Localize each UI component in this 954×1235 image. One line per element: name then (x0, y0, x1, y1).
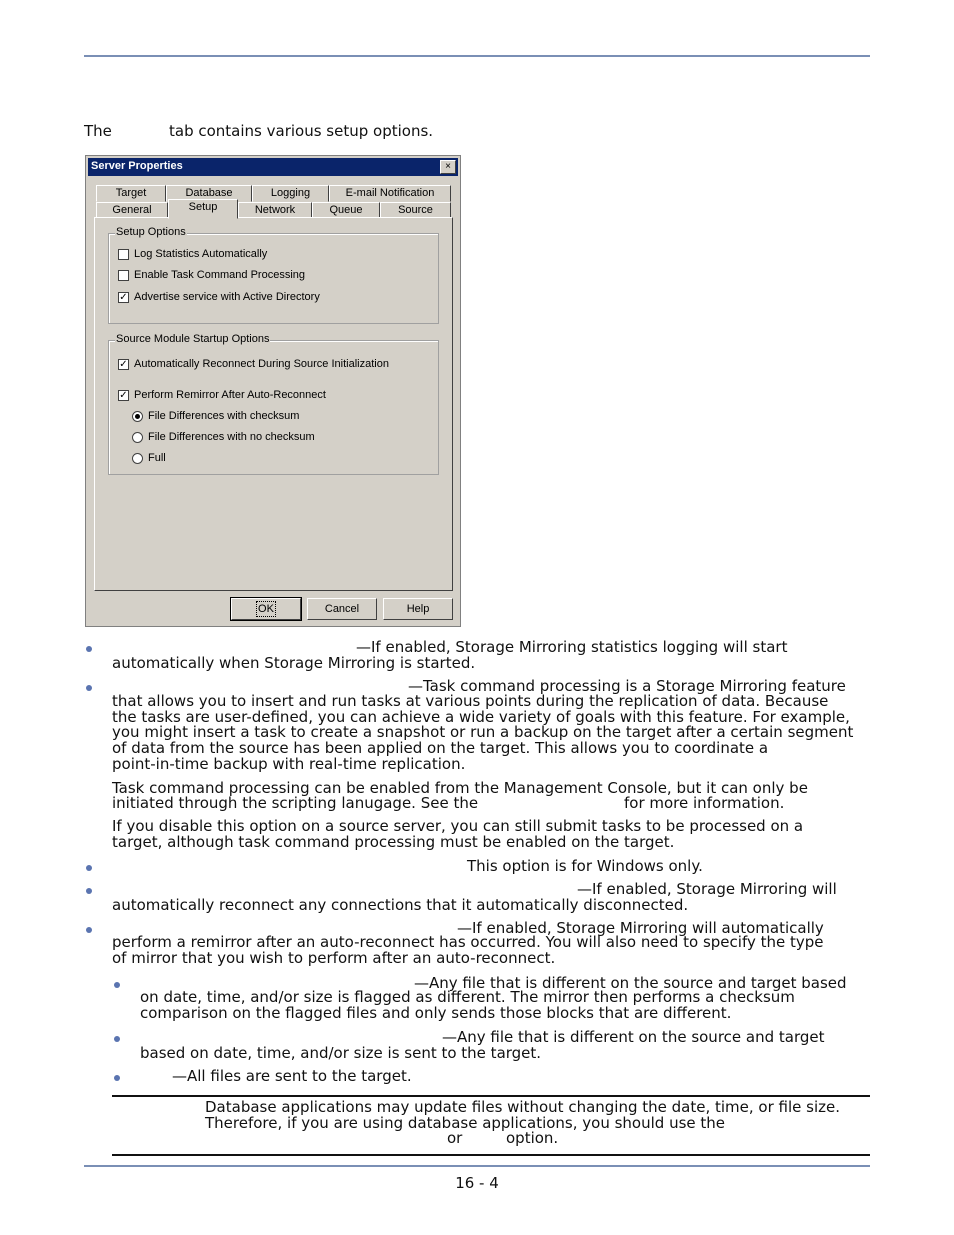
tab-target[interactable]: Target (96, 185, 166, 202)
setup-tab-panel (94, 217, 453, 591)
checkbox-box (118, 249, 129, 260)
page-number: 16 - 4 (455, 1174, 499, 1192)
radio-label: Full (148, 452, 166, 464)
bullet (86, 865, 92, 871)
checkbox-label: Enable Task Command Processing (134, 269, 305, 281)
sub-bullet (114, 1036, 120, 1042)
tab-source[interactable]: Source (380, 202, 451, 219)
checksum-desc-1: —Any file that is different on the source and target based (414, 974, 847, 992)
checkbox-label: Automatically Reconnect During Source Initialization (134, 358, 389, 370)
dialog-title: Server Properties (91, 160, 183, 172)
checkmark-icon: ✓ (119, 292, 128, 303)
setup-options-label: Setup Options (116, 226, 186, 238)
checkbox-label: Log Statistics Automatically (134, 248, 268, 260)
advertise-desc: This option is for Windows only. (467, 857, 703, 875)
note-line-1: Database applications may update files without changing the date, time, or file size. (205, 1098, 841, 1116)
checkbox-box (118, 270, 129, 281)
intro-text-start: The (84, 122, 112, 140)
task-cmd-desc-1: —Task command processing is a Storage Mirroring feature (408, 677, 846, 695)
no-checksum-desc-2: based on date, time, and/or size is sent to the target. (140, 1044, 542, 1062)
log-stats-desc-1: —If enabled, Storage Mirroring statistics logging will start (356, 638, 788, 656)
checkmark-icon: ✓ (119, 359, 128, 370)
tab-setup[interactable]: Setup (168, 199, 238, 219)
radio-label: File Differences with checksum (148, 410, 300, 422)
tab-database[interactable]: Database (166, 185, 252, 202)
task-cmd-desc-rest: that allows you to insert and run tasks at various points during the replication of data. Because the tasks are user-defined, you can achieve a wide variety of goals with this feature. For example, you might insert a task to create a snapshot or run a backup on the target after a certain segment of data from the source has been applied on the target. This allows you to coordinate a point-in-time backup with real-time replication. (112, 692, 854, 773)
bullet (86, 927, 92, 933)
task-cmd-p3: If you disable this option on a source server, you can still submit tasks to be processed on a target, although task command processing must be enabled on the target. (112, 817, 804, 851)
note-line-2: Therefore, if you are using database applications, you should use the (205, 1114, 726, 1132)
sub-bullet (114, 982, 120, 988)
sub-bullet (114, 1075, 120, 1081)
checkmark-icon: ✓ (119, 390, 128, 401)
bullet (86, 646, 92, 652)
cancel-button[interactable]: Cancel (307, 598, 377, 620)
radio-circle (132, 411, 143, 422)
task-cmd-p2-line2b: for more information. (624, 794, 785, 812)
tab-email-notification[interactable]: E-mail Notification (329, 185, 451, 202)
checkbox-label: Advertise service with Active Directory (134, 291, 320, 303)
note-line-3b: option. (506, 1129, 559, 1147)
radio-label: File Differences with no checksum (148, 431, 315, 443)
note-line-3a: or (447, 1129, 463, 1147)
checkbox-label: Perform Remirror After Auto-Reconnect (134, 389, 326, 401)
intro-text-end: tab contains various setup options. (169, 122, 434, 140)
reconnect-desc-1: —If enabled, Storage Mirroring will (577, 880, 837, 898)
dialog-titlebar (88, 158, 458, 176)
server-properties-dialog (85, 155, 461, 627)
bullet (86, 685, 92, 691)
ok-button-label: OK (258, 603, 274, 615)
remirror-desc-rest: perform a remirror after an auto-reconnect has occurred. You will also need to specify the type of mirror that you wish to perform after an auto-reconnect. (112, 933, 824, 967)
log-stats-desc-2: automatically when Storage Mirroring is started. (112, 654, 476, 672)
source-startup-group (108, 333, 439, 475)
footer-rule (84, 1165, 870, 1167)
radio-circle (132, 432, 143, 443)
reconnect-desc-2: automatically reconnect any connections that it automatically disconnected. (112, 896, 689, 914)
task-cmd-p2-line1: Task command processing can be enabled from the Management Console, but it can only be (112, 779, 808, 797)
help-button[interactable]: Help (383, 598, 453, 620)
source-startup-label: Source Module Startup Options (116, 333, 270, 345)
remirror-desc-1: —If enabled, Storage Mirroring will automatically (457, 919, 824, 937)
tab-queue[interactable]: Queue (312, 202, 380, 219)
radio-circle (132, 453, 143, 464)
bullet (86, 888, 92, 894)
task-cmd-p2-line2a: initiated through the scripting lanugage. See the (112, 794, 479, 812)
tab-general[interactable]: General (96, 202, 168, 219)
ok-button[interactable] (231, 598, 301, 620)
radio-dot (135, 414, 140, 419)
note-top-rule (112, 1095, 870, 1097)
checksum-desc-rest: on date, time, and/or size is flagged as different. The mirror then performs a checksum comparison on the flagged files and only sends those blocks that are different. (140, 988, 795, 1022)
setup-options-group (108, 226, 439, 324)
full-desc: —All files are sent to the target. (172, 1067, 412, 1085)
note-bottom-rule (112, 1154, 870, 1156)
no-checksum-desc-1: —Any file that is different on the source and target (442, 1028, 825, 1046)
tab-logging[interactable]: Logging (252, 185, 329, 202)
tab-network[interactable]: Network (238, 202, 312, 219)
header-rule (84, 55, 870, 57)
close-icon[interactable]: × (440, 160, 456, 174)
